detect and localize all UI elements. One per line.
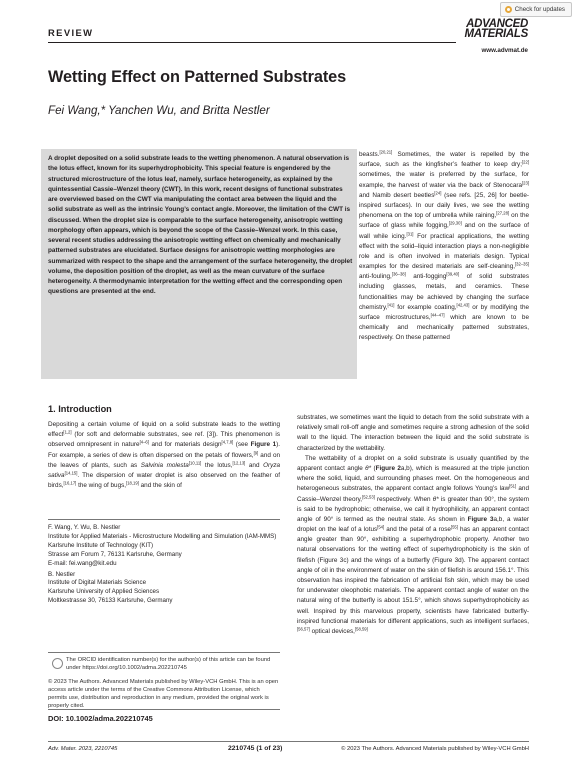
citation[interactable]: [41] [387,302,395,308]
citation[interactable]: [52,53] [362,494,375,499]
citation[interactable]: [24] [434,190,442,196]
citation[interactable]: [56,57] [297,626,310,632]
paragraph: substrates, we sometimes want the liquid to detach from the solid substrate with a relatively small roll-off angle and sometimes require a strong adhesion of the solid wall to the liquid. The interaction between the liquid and the solid substrate is characterized by the wettability. [297,414,529,452]
citation[interactable]: [20,21] [379,149,393,155]
intro-column-right-bottom [297,413,529,637]
figure-link[interactable]: Figure 1 [250,441,277,449]
header-rule [48,42,456,43]
affiliation-block: F. Wang, Y. Wu, B. Nestler Institute for Applied Materials - Microstructure Modelling and Simulation (IAM-MMS) Karlsruhe Institute of Technology (KIT) Strasse am Forum 7, 76131 Karlsruhe, Germany E-mail: fei.wang@kit.edu B. Nestler Institute of Digital Materials Science Karlsruhe University of Applied Sciences Moltkestrasse 30, 76133 Karlsruhe, Germany [48,524,277,605]
citation[interactable]: [18,19] [126,480,139,486]
updates-icon [505,6,512,13]
check-for-updates-button[interactable] [500,2,572,17]
section-heading-introduction: 1. Introduction [48,404,112,414]
citation[interactable]: [10,11] [188,460,202,466]
doi-link[interactable]: DOI: 10.1002/adma.202210745 [48,714,153,723]
abstract-text: A droplet deposited on a solid substrate leads to the wetting phenomenon. A natural observation is the lotus effect, known for its superhydrophobicity. This special feature is engendered by the structured microstructure of the lotus leaf, namely, surface heterogeneity, as explained by the quintessential Cassie–Wenzel theory (CWT). In this work, recent designs of functional substrates are overviewed based on the CWT via manipulating the contact area between the liquid and the solid substrate as well as the intrinsic Young’s contact angle. Moreover, the limitation of the CWT is discussed. When the droplet size is comparable to the surface heterogeneity, anisotropic wetting morphology often appears, which is beyond the scope of the Cassie–Wenzel work. In this case, several recent studies addressing the anisotropic wetting effect on chemically and mechanically patterned substrates are elucidated. Surface designs for anisotropic wetting morphologies are summarized with respect to the shape and the arrangement of the surface heterogeneity, the droplet volume, the deposition position of the droplet, as well as the mean curvature of the surface heterogeneity. A thermodynamic interpretation for the wetting effect and the corresponding open questions are presented at the end. [48,155,353,296]
citation[interactable]: [22] [522,159,529,165]
doi-divider [48,709,280,710]
citation[interactable]: [29,30] [448,220,462,226]
citation[interactable]: [9] [253,450,259,456]
citation[interactable]: [31] [406,231,414,236]
copyright-note: © 2023 The Authors. Advanced Materials published by Wiley-VCH GmbH. This is an open access article under the terms of the Creative Commons Attribution License, which permits use, distribution and reproduction in any medium, provided the original work is properly cited. [48,679,279,709]
section-label: REVIEW [48,27,94,38]
footer-page-number: 2210745 (1 of 23) [228,745,283,752]
intro-column-right-top: beasts.[20,21] Sometimes, the water is repelled by the surface, such as the kingfisher’s feather to keep dry;[22] sometimes, the water is preferred by the surface, for example, the harvest of water via the back of Stenocara[23] and Namib desert beetles[24] (see refs. [25, 26] for beetle-inspired surfaces). In our daily lives, we see the wetting phenomena on the top of umbrella while raining,[27,28] on the surface of glass while fogging,[29,30] and on the surface of wall while icing.[31] For practical applications, the wetting effect with the solid–liquid interaction plays a non-negligible role and is often involved in materials design. Typical examples for the desired materials are self-cleaning,[32–35] anti-fouling,[36–38] anti-fogging[39,40] of solid substrates including glasses, metals, and ceramics. These functionalities may be achieved by changing the surface chemistry,[41] for example coating,[42,43] or by modifying the surface microstructures,[44–47] which are known to be chemically and mechanically patterned substrates, respectively. On these patterned [359,149,530,342]
citation[interactable]: [44–47] [430,312,445,318]
citation[interactable]: [14,15] [64,470,78,476]
citation[interactable]: [4–6] [139,439,149,445]
orcid-note[interactable]: The ORCID identification number(s) for the author(s) of this article can be found under https://doi.org/10.1002/adma.202210745 [66,657,271,671]
citation[interactable]: [55] [450,524,458,530]
footer-copyright: © 2023 The Authors. Advanced Materials published by Wiley-VCH GmbH [341,746,529,752]
citation[interactable]: [27,28] [496,210,510,216]
author-email-link[interactable]: E-mail: fei.wang@kit.edu [48,559,117,567]
citation[interactable]: [23] [522,180,529,186]
article-authors: Fei Wang,* Yanchen Wu, and Britta Nestler [48,104,270,117]
citation[interactable]: [12,13] [232,460,246,466]
affiliation-names: F. Wang, Y. Wu, B. Nestler [48,524,121,531]
journal-logo: ADVANCED MATERIALS [464,18,528,40]
affiliation-divider [48,519,280,520]
paragraph: The wettability of a droplet on a solid substrate is usually quantified by the apparent contact angle θ* (Figure 2a,b), which is measured at the triple junction where the solid, liquid, and surrounding phases meet. On the homogeneous and heterogeneous substrates, the apparent contact angle follows Young’s law[51] and Cassie–Wenzel theory,[52,53] respectively. When θ* is greater than 90°, the system is said to be hydrophobic; otherwise, we call it hydrophilicity, an apparent contact angle of 90° is termed as the neutral state. As shown in Figure 3a,b, a water droplet on the leaf of a lotus[54] and the petal of a rose[55] has an apparent contact angle greater than 90°, exhibiting a superhydrophobic property. Another two natural observations for the wetting effect of superhydrophobicity is the skin of filefish (Figure 3c) and the wings of a butterfly (Figure 3d). The apparent contact angle of oil in the environment of water on the skin of filefish is around 156.1°. This observation has inspired the fabrication of artificial fish skin, which may be used for underwater oleophobic materials. The apparent contact angle of water on the natural wing of the butterfly is about 151.5°, which shows superhydrophobicity as well. Inspired by this marvelous property, scientists have fabricated butterfly-inspired functional materials for different applications, such as intelligent surfaces,[56,57] optical devices,[58,59] [297,454,529,635]
orcid-icon [52,658,63,669]
figure-link[interactable]: Figure 2 [375,464,401,472]
check-for-updates-label: Check for updates [514,6,565,13]
orcid-divider [48,652,280,653]
footer-rule [48,741,529,742]
citation[interactable]: [54] [377,524,385,530]
citation[interactable]: [39,40] [446,271,460,277]
intro-column-left: Depositing a certain volume of liquid on a solid substrate leads to the wetting effect[1,2] (for soft and deformable substrates, see ref. [3]). This phenomenon is observed omnipresent in nature[4–6] and for materials design[4,7,8] (see Figure 1). For example, a series of dew is often dispersed on the petals of flowers,[9] and on the leaves of plants, such as Salvinia molesta[10,11] the lotus,[12,13] and Oryza sativa[14,15]. The dispersion of water droplet is also observed on the feather of birds,[16,17] the wing of bugs,[18,19] and the skin of [48,421,281,490]
citation[interactable]: [58,59] [354,626,368,632]
footer-journal: Adv. Mater. 2023, 2210745 [48,746,118,752]
citation[interactable]: [16,17] [63,480,77,486]
figure-link[interactable]: Figure 3 [467,515,494,523]
citation[interactable]: [4,7,8] [221,439,234,445]
citation[interactable]: [42,43] [456,302,470,308]
citation[interactable]: [36–38] [391,271,406,277]
citation[interactable]: [51] [509,483,517,489]
citation[interactable]: [32–35] [515,261,529,267]
article-title: Wetting Effect on Patterned Substrates [48,68,347,86]
journal-website-link[interactable]: www.advmat.de [481,47,528,54]
citation[interactable]: [1,2] [63,429,72,435]
